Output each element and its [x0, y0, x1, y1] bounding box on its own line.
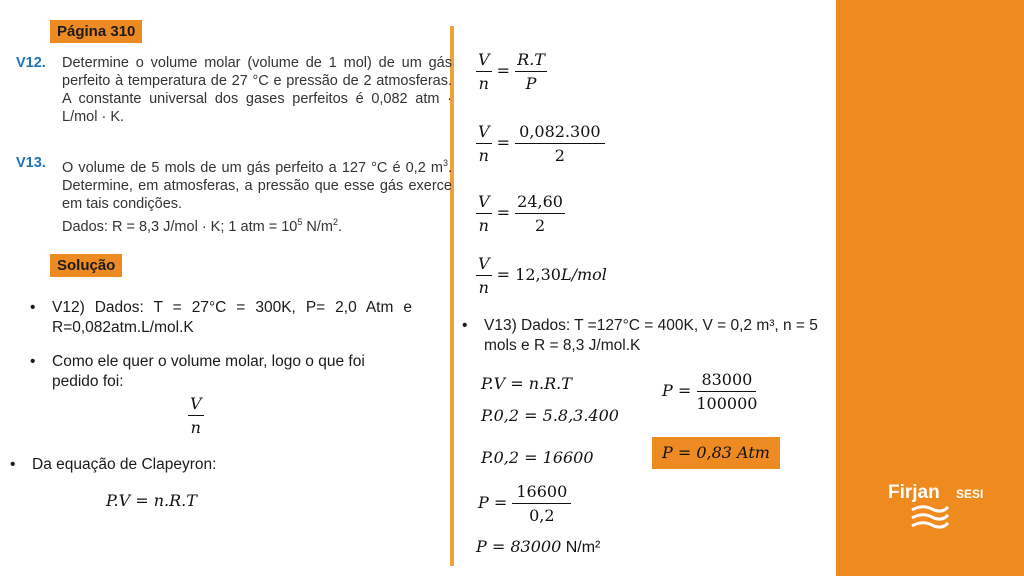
bullet-v13-data: • V13) Dados: T =127°C = 400K, V = 0,2 m³, n = 5 mols e R = 8,3 J/mol.K: [462, 317, 818, 354]
v13-substitution: P.0,2 = 5.8,3.400: [481, 406, 619, 425]
final-answer: P = 0,83 Atm: [652, 437, 780, 469]
v13-clapeyron: P.V = n.R.T: [481, 374, 572, 393]
step-v-over-n-rt-p: $\frac{V}{n}$ = $\frac{R.T}{P}$: [478, 50, 545, 93]
exercise-code: V13.: [16, 155, 46, 171]
exercise-v13: [16, 154, 456, 244]
pressure-conversion: P = $\frac{83000}{100000}$: [662, 370, 758, 413]
brand-sub: SESI: [956, 487, 984, 501]
exercise-v12: [16, 54, 456, 134]
exercise-text: O volume de 5 mols de um gás perfeito a 127 °C é 0,2 $m^3$. Determine, em atmosferas, a pressão que esse gás exerce em tais condições. Dados: R = 8,3 J/mol · K; 1 atm = $10^5$ $N/m^2$.: [62, 158, 452, 235]
molar-fraction: $\frac{V}{n}$: [190, 394, 202, 437]
bullet-clapeyron: • Da equação de Clapeyron:: [10, 456, 217, 473]
bullet-v12-data: • V12) Dados: T = 27°C = 300K, P= 2,0 Atm e R=0,082atm.L/mol.K: [30, 299, 412, 336]
step-product: $\frac{V}{n}$ = $\frac{24,60}{2}$: [478, 192, 563, 235]
brand-sidebar: [836, 0, 1024, 576]
step-result-molar-volume: $\frac{V}{n}$ = 12,30L/mol: [478, 254, 607, 297]
step-substitution: $\frac{V}{n}$ = $\frac{0,082.300}{2}$: [476, 122, 605, 165]
v13-division: P = $\frac{16600}{0,2}$: [478, 482, 571, 525]
bullet-molar-volume: • Como ele quer o volume molar, logo o que foi pedido foi:: [30, 353, 365, 390]
v13-pressure-pa: P = 83000 N/m²: [476, 537, 601, 556]
solution-tag: Solução: [50, 254, 122, 277]
exercise-text: Determine o volume molar (volume de 1 mol) de um gás perfeito à temperatura de 27 °C e pressão de 2 atmosferas. A constante universal dos gases perfeitos é 0,082 atm · L/mol · K.: [62, 55, 452, 125]
clapeyron-equation: P.V = n.R.T: [106, 491, 197, 510]
page-tag: Página 310: [50, 20, 142, 43]
brand-name: Firjan: [888, 482, 940, 503]
v13-product: P.0,2 = 16600: [481, 448, 594, 467]
exercise-code: V12.: [16, 55, 46, 71]
waves-icon: [910, 504, 950, 532]
firjan-logo: [888, 482, 998, 534]
